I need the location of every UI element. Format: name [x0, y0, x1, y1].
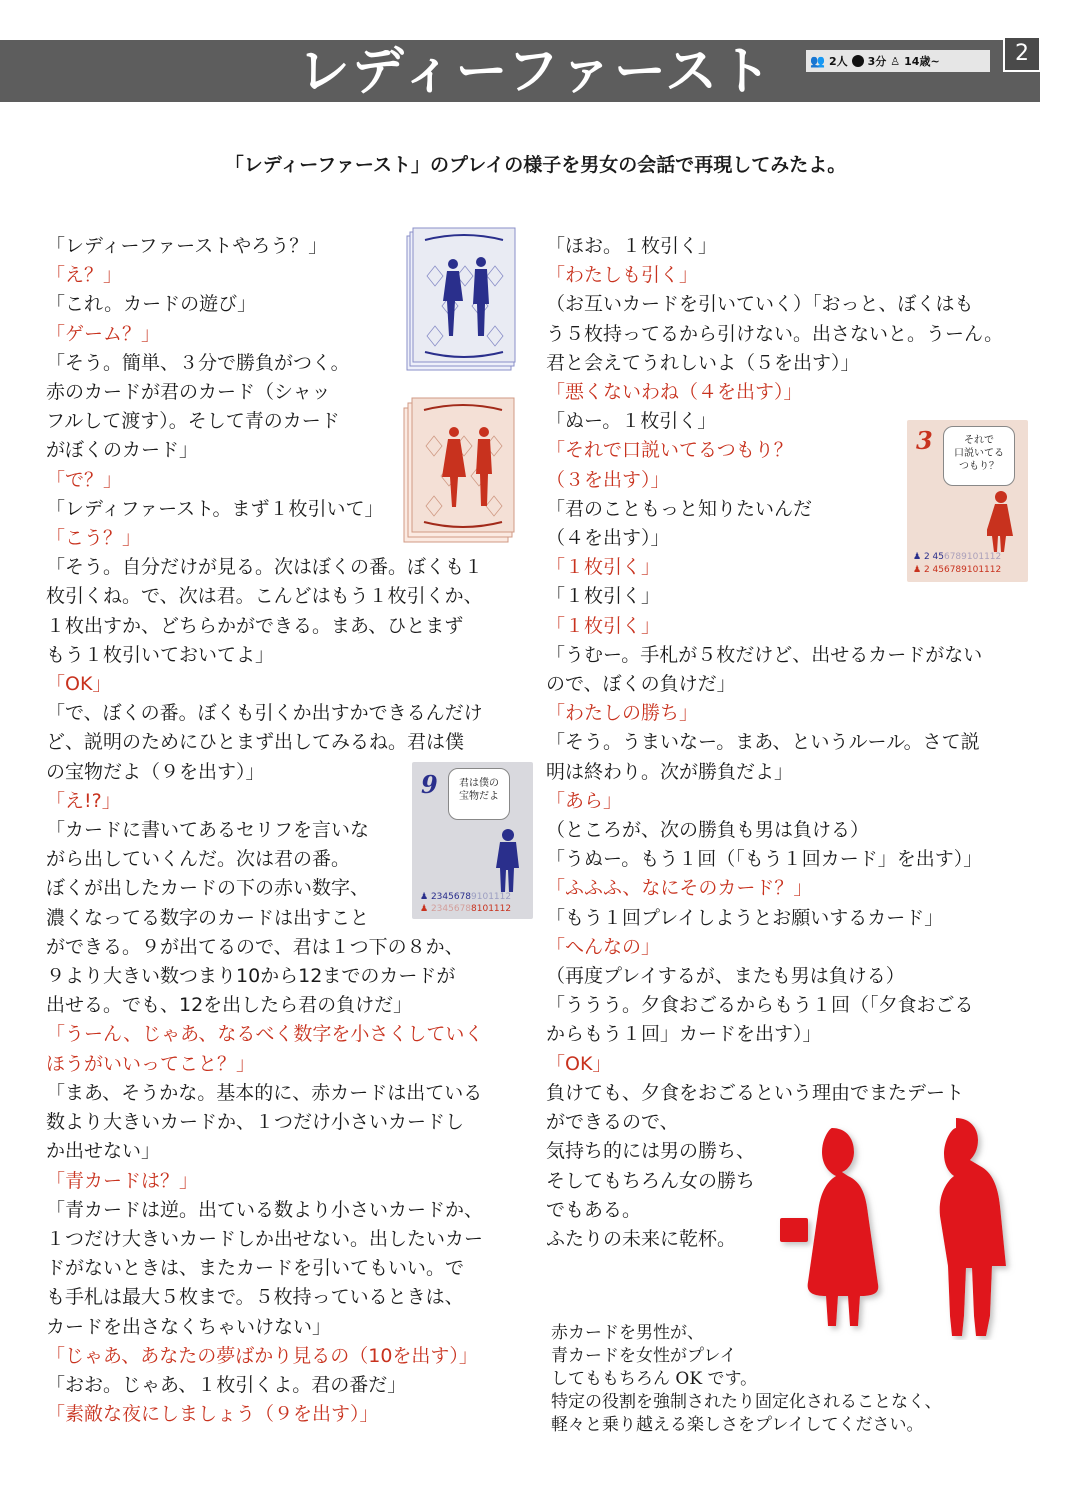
card-9-red-row: ♟ 23456788101112 — [420, 904, 512, 914]
female-line: 「うーん、じゃあ、なるべく数字を小さくしていく — [46, 1023, 484, 1046]
card-3-blue-row: ♟ 2 456789101112 — [913, 552, 1002, 562]
card-9-number: 9 — [421, 770, 438, 799]
female-line: 「１枚引く」 — [546, 614, 661, 637]
blue-card-deck — [405, 226, 517, 372]
page-number: 2 — [1003, 36, 1041, 72]
text-line: 「そう。簡単、３分で勝負がつく。 — [46, 351, 350, 374]
text-line: 「青カードは逆。出ている数より小さいカードか、 — [46, 1198, 484, 1221]
text-line: ９より大きい数つまり10から12までのカードが — [46, 965, 456, 988]
text-line: 気持ち的には男の勝ち、 — [546, 1140, 756, 1163]
note — [551, 1322, 942, 1437]
text-line: 「君のこともっと知りたいんだ — [546, 497, 813, 520]
card-3-red-row: ♟ 2 456789101112 — [913, 565, 1002, 575]
female-line: 「こう？」 — [46, 527, 142, 550]
female-line: 「素敵な夜にしましょう（９を出す）」 — [46, 1403, 379, 1426]
female-line: 「え!?」 — [46, 789, 121, 812]
text-line: 「で、ぼくの番。ぼくも引くか出すかできるんだけ — [46, 702, 483, 725]
text-line: 「うぬー。もう１回（「もう１回カード」を出す）」 — [546, 848, 983, 871]
person-icon: ♙ — [890, 54, 901, 68]
text-line: １枚出すか、どちらかができる。まあ、ひとまず — [46, 614, 464, 637]
text-line: （ところが、次の勝負も男は負ける） — [546, 819, 870, 842]
text-line: 「これ。カードの遊び」 — [46, 293, 257, 316]
text-line: １つだけ大きいカードしか出せない。出したいカー — [46, 1227, 484, 1250]
female-line: 「OK」 — [46, 673, 112, 696]
text-line: でもある。 — [546, 1198, 642, 1221]
text-line: からもう１回」カードを出す）」 — [546, 1023, 822, 1046]
page-title: レディーファースト — [297, 42, 774, 102]
text-line: ぼくが出したカードの下の赤い数字、 — [46, 877, 370, 900]
text-line: 「ううう。夕食おごるからもう１回（「夕食おごる — [546, 994, 974, 1017]
players-count: 2人 — [828, 55, 848, 68]
text-line: （４を出す）」 — [546, 527, 670, 550]
text-line: ができる。９が出てるので、君は１つ下の８か、 — [46, 935, 464, 958]
text-line: か出せない」 — [46, 1140, 161, 1163]
female-line: 「青カードは？」 — [46, 1169, 199, 1192]
female-line: 「へんなの」 — [546, 935, 661, 958]
text-line: 「カードに書いてあるセリフを言いな — [46, 819, 370, 842]
text-line: の宝物だよ（９を出す）」 — [46, 760, 265, 783]
text-line: カードを出さなくちゃいけない」 — [46, 1315, 332, 1338]
text-line: フルして渡す）。そして青のカード — [46, 410, 340, 433]
text-line: 数より大きいカードか、１つだけ小さいカードし — [46, 1111, 465, 1134]
clock-icon — [852, 55, 864, 67]
card-9 — [412, 762, 533, 919]
text-line: ドがないときは、またカードを引いてもいい。で — [46, 1257, 465, 1280]
card-9-blue-row: ♟ 23456789101112 — [420, 892, 512, 902]
play-time: 3分 — [867, 55, 887, 68]
text-line: 「そう。うまいなー。まあ、というルール。さて説 — [546, 731, 980, 754]
text-line: 「ほお。１枚引く」 — [546, 235, 718, 257]
text-line: 明は終わり。次が勝負だよ」 — [546, 760, 794, 783]
text-line: 君と会えてうれしいよ（５を出す）」 — [546, 351, 860, 374]
text-line: 「もう１回プレイしようとお願いするカード」 — [546, 906, 944, 929]
female-line: 「OK」 — [546, 1052, 612, 1075]
text-line: 負けても、夕食をおごるという理由でまたデート — [546, 1081, 965, 1104]
text-line: ど、説明のためにひとまず出してみるね。君は僕 — [46, 731, 465, 754]
text-line: そしてもちろん女の勝ち — [546, 1169, 756, 1192]
text-line: ができるので、 — [546, 1111, 679, 1134]
couple-silhouette-illustration — [760, 1110, 1020, 1340]
female-line: 「じゃあ、あなたの夢ばかり見るの（10を出す）」 — [46, 1344, 478, 1367]
red-card-deck — [402, 396, 518, 544]
text-line: 赤のカードが君のカード（シャッ — [46, 381, 331, 404]
female-line: 「悪くないわね（４を出す）」 — [546, 381, 803, 404]
text-line: （お互いカードを引いていく）「おっと、ぼくはも — [546, 293, 974, 316]
female-line: 「で？」 — [46, 468, 123, 491]
card-3 — [907, 420, 1028, 582]
female-line: 「わたしも引く」 — [546, 264, 699, 287]
text-line: 出せる。でも、12を出したら君の負けだ」 — [46, 994, 413, 1017]
text-line: 「おお。じゃあ、１枚引くよ。君の番だ」 — [46, 1373, 407, 1396]
text-line: も手札は最大５枚まで。５枚持っているときは、 — [46, 1286, 464, 1309]
female-line: 「ゲーム？」 — [46, 322, 161, 345]
note-line: 特定の役割を強制されたり固定化されることなく、 — [551, 1392, 942, 1412]
game-meta — [806, 50, 990, 72]
right-column — [546, 232, 1036, 1254]
text-line: う５枚持ってるから引けない。出さないと。うーん。 — [546, 322, 1004, 345]
note-line: 軽々と乗り越える楽しさをプレイしてください。 — [551, 1415, 924, 1435]
age: 14歳~ — [904, 55, 940, 68]
text-line: 「１枚引く」 — [546, 585, 661, 608]
text-line: 「そう。自分だけが見る。次はぼくの番。ぼくも１ — [46, 556, 484, 579]
players-icon: 👥 — [810, 54, 825, 68]
text-line: ふたりの未来に乾杯。 — [546, 1227, 737, 1250]
text-line: がぼくのカード」 — [46, 439, 199, 462]
text-line: 「まあ、そうかな。基本的に、赤カードは出ている — [46, 1081, 483, 1104]
note-line: してももちろん OK です。 — [551, 1369, 758, 1389]
card-3-number: 3 — [916, 426, 933, 455]
man-figure-icon — [494, 828, 524, 894]
text-line: 濃くなってる数字のカードは出すこと — [46, 906, 370, 929]
text-line: 「ぬー。１枚引く」 — [546, 410, 717, 433]
text-line: ので、ぼくの負けだ」 — [546, 673, 736, 696]
text-line: （再度プレイするが、またも男は負ける） — [546, 965, 905, 988]
female-line: 「わたしの勝ち」 — [546, 702, 699, 725]
subtitle: 「レディーファースト」のプレイの様子を男女の会話で再現してみたよ。 — [224, 154, 847, 176]
female-line: 「１枚引く」 — [546, 556, 661, 579]
female-line: 「それで口説いてるつもり？ — [546, 439, 793, 462]
note-line: 赤カードを男性が、 — [551, 1323, 704, 1343]
text-line: 「レディファースト。まず１枚引いて」 — [46, 497, 384, 520]
text-line: 「うむー。手札が５枚だけど、出せるカードがない — [546, 643, 983, 666]
female-line: 「ふふふ、なにそのカード？」 — [546, 877, 813, 900]
text-line: 「レディーファーストやろう？」 — [46, 235, 328, 257]
female-line: 「あら」 — [546, 789, 623, 812]
card-3-speech-bubble: それで 口説いてる つもり？ — [943, 426, 1015, 486]
female-line: ほうがいいってこと？」 — [46, 1052, 256, 1075]
text-line: もう１枚引いておいてよ」 — [46, 643, 275, 666]
woman-figure-icon — [987, 490, 1015, 554]
female-line: （３を出す）」 — [546, 468, 670, 491]
card-9-speech-bubble: 君は僕の 宝物だよ — [448, 768, 510, 820]
text-line: がら出していくんだ。次は君の番。 — [46, 848, 351, 871]
text-line: 枚引くね。で、次は君。こんどはもう１枚引くか、 — [46, 585, 483, 608]
note-line: 青カードを女性がプレイ — [551, 1346, 737, 1366]
female-line: 「え？」 — [46, 264, 123, 287]
